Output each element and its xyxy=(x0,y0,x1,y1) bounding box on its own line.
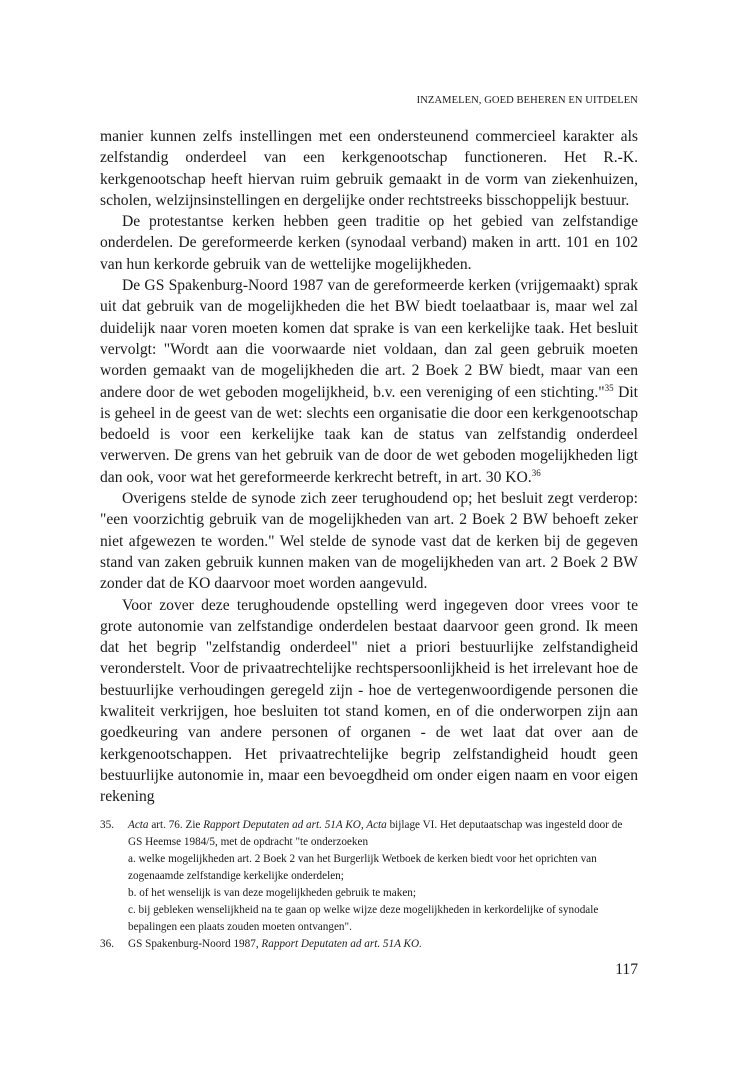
footnote-number: 35. xyxy=(100,819,114,831)
page-number: 117 xyxy=(615,961,638,978)
footnote-ref-36[interactable]: 36 xyxy=(531,467,541,478)
footnote-body xyxy=(128,817,638,936)
footnote-35 xyxy=(100,817,638,936)
footnote-text: art. 76. Zie xyxy=(148,819,204,831)
footnote-number: 36. xyxy=(100,938,114,950)
body-text xyxy=(100,126,638,808)
paragraph-3-continuation: Dit is geheel in de geest van de wet: slechts een organisatie die door een kerkgenootschap bedoeld is voor een kerkelijke taak kan de status van zelfstandig onderdeel verwerven. De grens van het gebruik van de door de wet geboden mogelijkheden ligt dan ook, voor wat het gereformeerde kerkrecht betreft, in art. 30 KO. xyxy=(100,383,638,486)
paragraph-2: De protestantse kerken hebben geen traditie op het gebied van zelfstandige onderdelen. De gereformeerde kerken (synodaal verband) maken in artt. 101 en 102 van hun kerkorde gebruik van de wettelijke mogelijkheden. xyxy=(100,213,638,273)
footnote-text: bijlage VI. Het deputaatschap was ingesteld door de GS Heemse 1984/5, met de opdracht "te onderzoeken xyxy=(128,819,623,848)
footnote-35-item-c: c. bij gebleken wenselijkheid na te gaan op welke wijze deze mogelijkheden in kerkordelijke of synodale bepalingen een plaats zouden moeten ontvangen". xyxy=(128,904,599,933)
paragraph-5: Voor zover deze terughoudende opstelling werd ingegeven door vrees voor te grote autonomie van zelfstandige onderdelen bestaat daarvoor geen grond. Ik meen dat het begrip "zelfstandig onderdeel" niet a priori bestuurlijke zelfstandigheid veronderstelt. Voor de privaatrechtelijke rechtspersoonlijkheid is het irrelevant hoe de bestuurlijke verhoudingen geregeld zijn - hoe de vertegenwoordigende personen die kwaliteit verkrijgen, hoe besluiten tot stand komen, en of die onderworpen zijn aan goedkeuring van andere personen of organen - de wet laat dat over aan de kerkgenootschappen. Het privaatrechtelijke begrip zelfstandigheid houdt geen bestuurlijke autonomie in, maar een bevoegdheid om onder eigen naam en voor eigen rekening xyxy=(100,596,638,806)
footnote-body xyxy=(128,936,638,953)
running-header: INZAMELEN, GOED BEHEREN EN UITDELEN xyxy=(416,95,638,106)
paragraph-3 xyxy=(100,275,638,488)
acta-italic: Acta xyxy=(128,819,149,831)
paragraph-4: Overigens stelde de synode zich zeer terughoudend op; het besluit zegt verderop: "een voorzichtig gebruik van de mogelijkheden van art. 2 Boek 2 BW behoeft zeker niet afgewezen te worden." Wel stelde de synode vast dat de kerken bij de gegeven stand van zaken gebruik kunnen maken van de mogelijkheden van art. 2 Boek 2 BW zonder dat de KO daarvoor moet worden aangevuld. xyxy=(100,490,638,593)
paragraph-3-text: De GS Spakenburg-Noord 1987 van de gereformeerde kerken (vrijgemaakt) sprak uit dat gebruik van de mogelijkheden die het BW biedt toelaatbaar is, maar wel zal duidelijk naar voren moeten komen dat sprake is van een kerkelijke taak. Het besluit vervolgt: "Wordt aan die voorwaarde niet voldaan, dan zal geen gebruik moeten worden gemaakt van de mogelijkheden die art. 2 Boek 2 BW biedt, maar van een andere door de wet geboden mogelijkheid, b.v. een vereniging of een stichting." xyxy=(100,277,638,401)
footnote-35-item-a: a. welke mogelijkheden art. 2 Boek 2 van het Burgerlijk Wetboek de kerken biedt voor het oprichten van zogenaamde zelfstandige kerkelijke onderdelen; xyxy=(128,853,597,882)
footnote-36 xyxy=(100,936,638,953)
footnotes xyxy=(100,817,638,953)
footnote-35-main xyxy=(128,817,638,851)
paragraph-1: manier kunnen zelfs instellingen met een ondersteunend commercieel karakter als zelfstandig onderdeel van een kerkgenootschap functioneren. Het R.-K. kerkgenootschap heeft hiervan ruim gebruik gemaakt in de vorm van ziekenhuizen, scholen, welzijnsinstellingen en dergelijke onder rechtstreeks bisschoppelijk bestuur. xyxy=(100,128,638,209)
footnote-35-item-b: b. of het wenselijk is van deze mogelijkheden gebruik te maken; xyxy=(128,887,416,899)
footnote-ref-35[interactable]: 35 xyxy=(604,382,614,393)
rapport-italic: Rapport Deputaten ad art. 51A KO, Acta xyxy=(203,819,387,831)
footnote-text: GS Spakenburg-Noord 1987, xyxy=(128,938,262,950)
rapport-italic: Rapport Deputaten ad art. 51A KO. xyxy=(261,938,422,950)
